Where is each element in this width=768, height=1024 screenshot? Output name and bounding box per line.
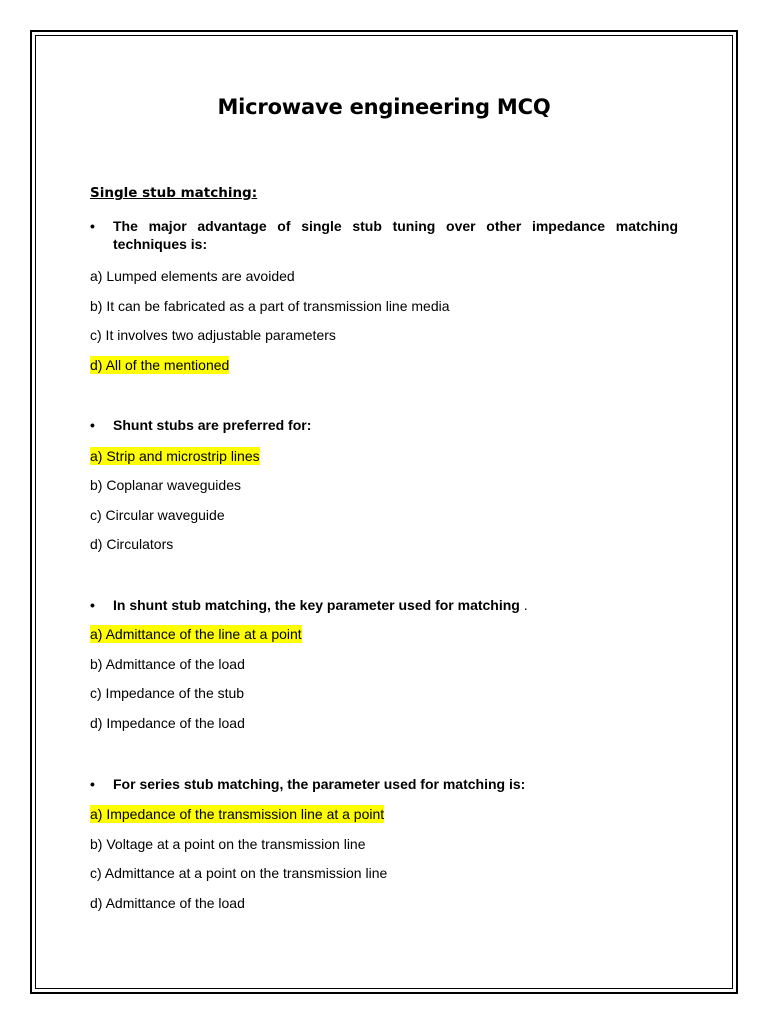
- option-4b: b) Voltage at a point on the transmission line: [90, 836, 366, 852]
- option-4a-answer: a) Impedance of the transmission line at a point: [90, 806, 385, 822]
- question-text: For series stub matching, the parameter used for matching is:: [113, 776, 526, 792]
- bullet-icon: •: [90, 417, 95, 433]
- option-4d: d) Admittance of the load: [90, 895, 245, 911]
- option-3a-answer: a) Admittance of the line at a point: [90, 626, 302, 642]
- option-1b: b) It can be fabricated as a part of transmission line media: [90, 298, 450, 314]
- question-text: The major advantage of single stub tuning over other impedance matching techniques is:: [113, 218, 678, 252]
- document-title: Microwave engineering MCQ: [217, 95, 551, 119]
- option-2a-answer: a) Strip and microstrip lines: [90, 448, 260, 464]
- option-1c: c) It involves two adjustable parameters: [90, 327, 336, 343]
- question-text-wrapper: [113, 596, 678, 614]
- option-2d: d) Circulators: [90, 536, 174, 552]
- section-heading: Single stub matching:: [90, 185, 258, 201]
- question-text: Shunt stubs are preferred for:: [113, 417, 312, 433]
- option-3d: d) Impedance of the load: [90, 715, 245, 731]
- option-4c: c) Admittance at a point on the transmission line: [90, 865, 388, 881]
- question-trailing-dot: .: [523, 597, 528, 613]
- option-3c: c) Impedance of the stub: [90, 685, 245, 701]
- question-2: [90, 416, 678, 434]
- question-1: [90, 217, 678, 253]
- question-text: In shunt stub matching, the key parameter used for matching: [113, 597, 520, 613]
- question-4: [90, 775, 678, 793]
- option-1a: a) Lumped elements are avoided: [90, 268, 295, 284]
- option-1d-answer: d) All of the mentioned: [90, 357, 230, 373]
- bullet-icon: •: [90, 776, 95, 792]
- option-2c: c) Circular waveguide: [90, 507, 225, 523]
- question-3: [90, 596, 678, 614]
- bullet-icon: •: [90, 218, 95, 234]
- option-2b: b) Coplanar waveguides: [90, 477, 241, 493]
- option-3b: b) Admittance of the load: [90, 656, 245, 672]
- bullet-icon: •: [90, 597, 95, 613]
